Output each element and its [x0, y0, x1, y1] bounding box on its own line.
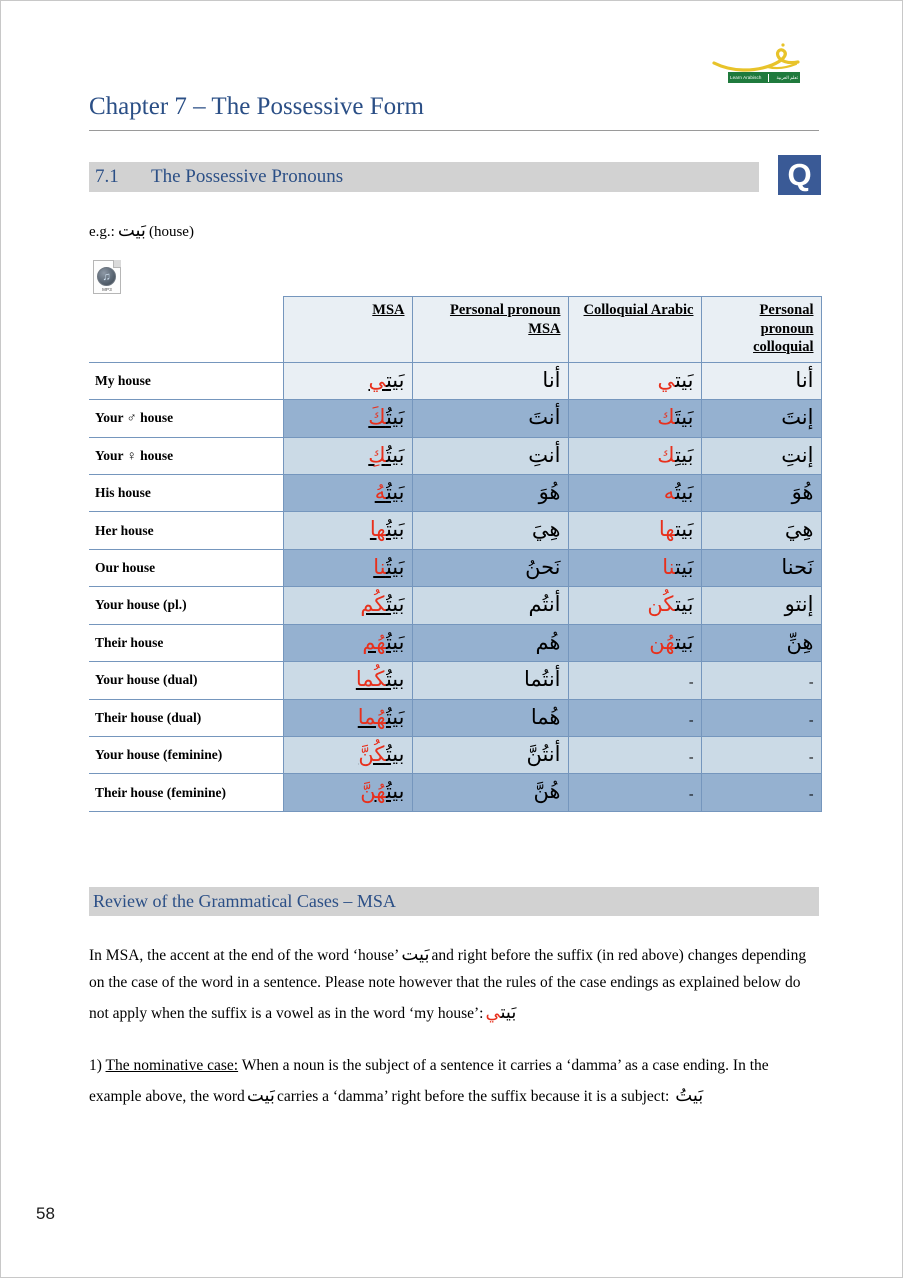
cell-msa: بيتُكُنَّ: [283, 737, 412, 774]
cell-msa: بَيتُها: [283, 512, 412, 549]
para2-number: 1): [89, 1057, 102, 1074]
header-msa: MSA: [283, 297, 412, 363]
example-word: بَيت: [117, 220, 146, 240]
row-label: Her house: [89, 512, 283, 549]
table-row: [89, 512, 821, 549]
cell-colloquial: بَيتَك: [568, 400, 701, 437]
mp3-audio-icon[interactable]: [93, 260, 121, 294]
cell-msa: بَيتُنا: [283, 549, 412, 586]
table-row: [89, 549, 821, 586]
cell-personal-pronoun-msa: نَحنُ: [412, 549, 568, 586]
mp3-icon-fold: [113, 260, 121, 268]
para2-text-a: When a noun is the subject of a sentence it carries a ‘damma’ as a case ending. In the example above, the word: [89, 1057, 769, 1105]
cell-personal-pronoun-colloquial: إنتَ: [701, 400, 821, 437]
cell-msa: بَيتُهُما: [283, 699, 412, 736]
cell-colloquial: -: [568, 662, 701, 699]
row-label: Your ♀ house: [89, 437, 283, 474]
table-row: [89, 699, 821, 736]
para1-arabic-word-2: بَيتي: [485, 1002, 517, 1023]
cell-personal-pronoun-msa: هُم: [412, 624, 568, 661]
cell-colloquial: بَيتِك: [568, 437, 701, 474]
cell-msa: بَيتُكُم: [283, 587, 412, 624]
table-row: [89, 774, 821, 811]
mp3-icon-label: MP3: [102, 287, 112, 292]
row-label: Our house: [89, 549, 283, 586]
cell-msa: بيتُهُنَّ: [283, 774, 412, 811]
review-heading-text: Review of the Grammatical Cases – MSA: [93, 891, 396, 911]
cell-personal-pronoun-colloquial: هِيَ: [701, 512, 821, 549]
cell-personal-pronoun-colloquial: -: [701, 662, 821, 699]
cell-personal-pronoun-msa: هُنَّ: [412, 774, 568, 811]
table-row: [89, 437, 821, 474]
header-blank: [89, 297, 283, 363]
chapter-rule: [89, 130, 819, 131]
row-label: My house: [89, 362, 283, 399]
row-label: Your house (pl.): [89, 587, 283, 624]
cell-msa: بَيتي: [283, 362, 412, 399]
cell-personal-pronoun-msa: أنا: [412, 362, 568, 399]
arabic-calligraphy-icon: [710, 41, 810, 75]
cell-personal-pronoun-colloquial: -: [701, 774, 821, 811]
para1-text-b: and right before the suffix (in red above) changes depending on the case of the word in a sentence. Please note however that the rules of the case endings as explained below do not apply when the suffix is a vowel as in the word ‘my house’:: [89, 947, 807, 1023]
table-row: [89, 587, 821, 624]
quiz-badge[interactable]: Q: [778, 155, 821, 195]
cell-personal-pronoun-colloquial: -: [701, 737, 821, 774]
logo-banner-left: Learn Arabisch: [730, 74, 762, 80]
para2-arabic-word-2: بَيت: [675, 1084, 704, 1105]
section-heading-bar: [89, 162, 759, 192]
cell-personal-pronoun-colloquial: إنتِ: [701, 437, 821, 474]
example-suffix: (house): [148, 224, 194, 240]
cell-personal-pronoun-msa: أنتِ: [412, 437, 568, 474]
cell-personal-pronoun-msa: أنتُنَّ: [412, 737, 568, 774]
cell-msa: بَيتُكَ: [283, 400, 412, 437]
para1-arabic-word: بَيت: [401, 944, 430, 964]
table-row: [89, 624, 821, 661]
row-label: Their house: [89, 624, 283, 661]
cell-personal-pronoun-colloquial: إنتو: [701, 587, 821, 624]
table-row: [89, 737, 821, 774]
header-colloquial-arabic: Colloquial Arabic: [568, 297, 701, 363]
cell-personal-pronoun-msa: هِيَ: [412, 512, 568, 549]
cell-colloquial: بَيتهُن: [568, 624, 701, 661]
review-paragraph-1: [89, 939, 811, 1029]
music-note-icon: ♫: [97, 267, 116, 286]
para2-arabic-word: بَيت: [246, 1084, 275, 1105]
cell-colloquial: بَيتنا: [568, 549, 701, 586]
table-row: [89, 362, 821, 399]
cell-msa: بَيتُهُ: [283, 474, 412, 511]
row-label: Their house (feminine): [89, 774, 283, 811]
cell-personal-pronoun-msa: أنتُما: [412, 662, 568, 699]
row-label: Your house (feminine): [89, 737, 283, 774]
row-label: Your house (dual): [89, 662, 283, 699]
cell-colloquial: بَيتي: [568, 362, 701, 399]
header-personal-pronoun-colloquial: Personal pronoun colloquial: [701, 297, 821, 363]
cell-personal-pronoun-colloquial: هِنِّ: [701, 624, 821, 661]
example-prefix: e.g.:: [89, 224, 115, 240]
cell-msa: بَيتُهُم: [283, 624, 412, 661]
cell-personal-pronoun-msa: هُما: [412, 699, 568, 736]
cell-colloquial: بَيتُه: [568, 474, 701, 511]
cell-personal-pronoun-colloquial: نَحنا: [701, 549, 821, 586]
row-label: Your ♂ house: [89, 400, 283, 437]
table-row: [89, 400, 821, 437]
table-header-row: [89, 297, 821, 363]
example-line: [89, 220, 194, 241]
para1-text-a: In MSA, the accent at the end of the word ‘house’: [89, 947, 400, 964]
logo-banner-right: تعلم العربية: [776, 74, 798, 80]
page-number: 58: [36, 1204, 55, 1223]
cell-personal-pronoun-msa: أنتُم: [412, 587, 568, 624]
section-title: The Possessive Pronouns: [151, 166, 344, 187]
para2-text-b: carries a ‘damma’ right before the suffix because it is a subject:: [276, 1087, 670, 1105]
cell-colloquial: بَيتكُن: [568, 587, 701, 624]
cell-colloquial: -: [568, 737, 701, 774]
cell-personal-pronoun-colloquial: أنا: [701, 362, 821, 399]
brand-logo: [710, 41, 810, 89]
para2-underlined-term: The nominative case:: [105, 1057, 239, 1074]
cell-personal-pronoun-colloquial: هُوَ: [701, 474, 821, 511]
cell-msa: بيتُكُما: [283, 662, 412, 699]
row-label: His house: [89, 474, 283, 511]
cell-colloquial: بَيتها: [568, 512, 701, 549]
cell-msa: بَيتُكِ: [283, 437, 412, 474]
cell-personal-pronoun-colloquial: -: [701, 699, 821, 736]
chapter-title: Chapter 7 – The Possessive Form: [89, 93, 424, 120]
logo-banner: [728, 72, 800, 83]
cell-personal-pronoun-msa: هُوَ: [412, 474, 568, 511]
possessive-pronoun-table: [89, 296, 822, 812]
cell-personal-pronoun-msa: أنتَ: [412, 400, 568, 437]
cell-colloquial: -: [568, 699, 701, 736]
header-personal-pronoun-msa: Personal pronoun MSA: [412, 297, 568, 363]
table-row: [89, 474, 821, 511]
section-number: 7.1: [95, 166, 119, 187]
review-heading-bar: [89, 887, 819, 916]
row-label: Their house (dual): [89, 699, 283, 736]
logo-banner-divider: [768, 74, 769, 82]
table-row: [89, 662, 821, 699]
cell-colloquial: -: [568, 774, 701, 811]
review-paragraph-2: [89, 1053, 811, 1111]
